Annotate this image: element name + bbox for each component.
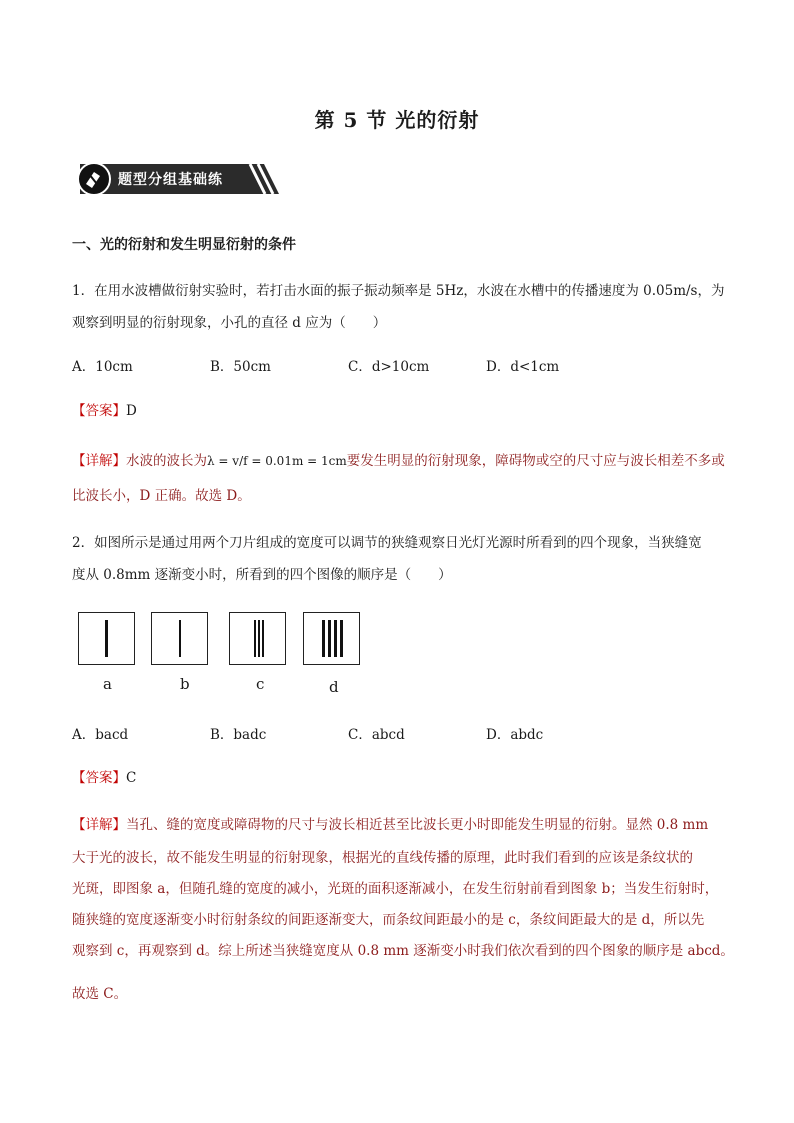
- answer-value: D: [126, 403, 137, 419]
- answer-tag: 【答案】: [72, 403, 126, 419]
- fringe: [105, 620, 108, 657]
- q1-answer: [72, 399, 137, 419]
- detail-text: 水波的波长为: [126, 453, 207, 469]
- figure-d-label: d: [329, 678, 339, 696]
- fringe: [322, 620, 325, 657]
- fringe: [334, 620, 337, 657]
- figure-b-box: [151, 612, 208, 665]
- q2-detail-line1: [72, 813, 708, 833]
- figure-a-box: [78, 612, 135, 665]
- page-title: 第 5 节 光的衍射: [314, 108, 480, 132]
- answer-value: C: [126, 770, 137, 786]
- q2-option-c: C．abcd: [348, 727, 405, 743]
- detail-text: 要发生明显的衍射现象，障碍物或空的尺寸应与波长相差不多或: [346, 453, 725, 469]
- q1-option-d: D．d<1cm: [486, 359, 560, 375]
- q2-option-d: D．abdc: [486, 727, 544, 743]
- detail-tag: 【详解】: [72, 453, 126, 469]
- q1-stem-line1: 1．在用水波槽做衍射实验时，若打击水面的振子振动频率是 5Hz，水波在水槽中的传播速度为 0.05m/s，为: [72, 283, 725, 299]
- answer-tag: 【答案】: [72, 770, 126, 786]
- section-banner: [74, 160, 284, 198]
- fringe: [340, 620, 343, 657]
- q2-stem-line1: 2．如图所示是通过用两个刀片组成的宽度可以调节的狭缝观察日光灯光源时所看到的四个现象，当狭缝宽: [72, 535, 702, 551]
- figure-b-label: b: [180, 675, 190, 693]
- wavelength-formula: λ = v/f = 0.01m = 1cm: [207, 454, 347, 468]
- banner-label: 题型分组基础练: [118, 172, 223, 188]
- fringe: [254, 620, 256, 657]
- q1-option-a: A．10cm: [72, 359, 133, 375]
- figure-c-label: c: [256, 675, 265, 693]
- q1-detail-line2: 比波长小，D 正确。故选 D。: [72, 488, 251, 504]
- detail-tag: 【详解】: [72, 817, 126, 833]
- fringe: [328, 620, 331, 657]
- section-heading: 一、光的衍射和发生明显衍射的条件: [72, 237, 296, 253]
- q2-detail-line5: 观察到 c，再观察到 d。综上所述当狭缝宽度从 0.8 mm 逐渐变小时我们依次看到的四个图象的顺序是 abcd。: [72, 943, 734, 959]
- q1-option-c: C．d>10cm: [348, 359, 430, 375]
- q2-detail-line3: 光斑，即图象 a，但随孔缝的宽度的减小，光斑的面积逐渐减小，在发生衍射前看到图象 b；当发生衍射时，: [72, 881, 719, 897]
- figure-a-label: a: [103, 675, 112, 693]
- fringe: [179, 620, 181, 657]
- figure-c-box: [229, 612, 286, 665]
- q2-detail-line2: 大于光的波长，故不能发生明显的衍射现象，根据光的直线传播的原理，此时我们看到的应该是条纹状的: [72, 850, 693, 866]
- q1-detail-line1: [72, 449, 725, 469]
- q2-stem-line2: 度从 0.8mm 逐渐变小时，所看到的四个图像的顺序是（ ）: [72, 567, 452, 583]
- q1-option-b: B．50cm: [210, 359, 271, 375]
- q2-answer: [72, 766, 136, 786]
- q2-option-b: B．badc: [210, 727, 267, 743]
- detail-text: 当孔、缝的宽度或障碍物的尺寸与波长相近甚至比波长更小时即能发生明显的衍射。显然 0.8 mm: [126, 817, 709, 833]
- figure-d-box: [303, 612, 360, 665]
- q1-stem-line2: 观察到明显的衍射现象，小孔的直径 d 应为（ ）: [72, 315, 387, 331]
- q2-detail-line4: 随狭缝的宽度逐渐变小时衍射条纹的间距逐渐变大，而条纹间距最小的是 c，条纹间距最大的是 d，所以先: [72, 912, 705, 928]
- q2-conclusion: 故选 C。: [72, 986, 128, 1002]
- q2-option-a: A．bacd: [72, 727, 129, 743]
- fringe: [258, 620, 260, 657]
- fringe: [262, 620, 264, 657]
